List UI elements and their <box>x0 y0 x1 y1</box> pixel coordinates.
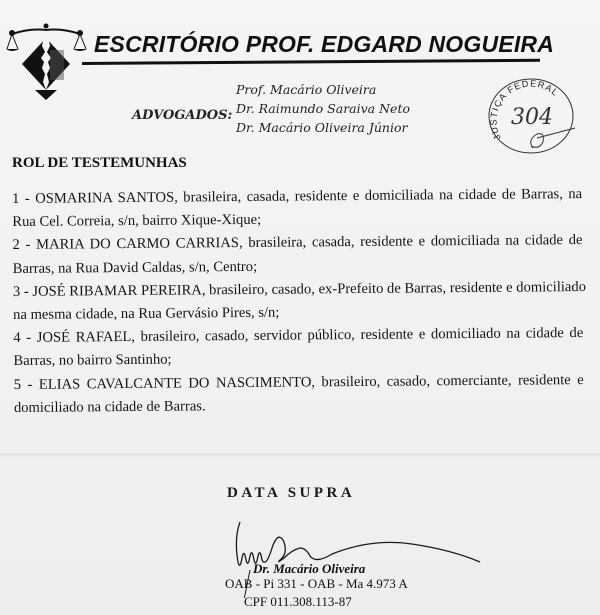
witness-line: 1 - OSMARINA SANTOS, brasileira, casada, residente e domiciliada na cidade de Barras, na <box>12 186 583 207</box>
witness-line: na mesma cidade, na Rua Gervásio Pires, s/n; <box>13 304 280 323</box>
witness-line: Barras, na Rua David Caldas, s/n, Centro; <box>12 258 258 277</box>
witness-line: Rua Cel. Correia, s/n, bairro Xique-Xique; <box>12 212 262 231</box>
lawyers-list <box>236 80 410 137</box>
witness-line: domiciliado na cidade de Barras. <box>13 398 206 416</box>
lawyer-name: Dr. Macário Oliveira Júnior <box>236 120 408 135</box>
signer-oab-registration: OAB - Pi 331 - OAB - Ma 4.973 A <box>225 576 408 591</box>
paper-fold-shadow <box>0 452 600 458</box>
scales-of-justice-logo-icon <box>6 22 90 104</box>
stamp-ring-text: JUSTIÇA FEDERAL <box>488 78 561 142</box>
witness-line: Barras, no bairro Santinho; <box>13 351 172 370</box>
witness-line: 4 - JOSÉ RAFAEL, brasileiro, casado, servidor público, residente e domiciliado na cidade de <box>13 325 584 347</box>
witness-line: 2 - MARIA DO CARMO CARRIAS, brasileira, casada, residente e domiciliada na cidade de <box>12 232 583 254</box>
lawyer-name: Dr. Raimundo Saraiva Neto <box>236 101 410 116</box>
advogados-label: ADVOGADOS: <box>132 108 233 123</box>
stamp-number: 304 <box>511 105 553 130</box>
lawyer-name: Prof. Macário Oliveira <box>236 82 377 97</box>
witness-line: 3 - JOSÉ RIBAMAR PEREIRA, brasileiro, casado, ex-Prefeito de Barras, residente e domiciliado <box>12 278 587 300</box>
justica-federal-stamp-icon <box>485 76 577 156</box>
document-title: ROL DE TESTEMUNHAS <box>12 155 187 171</box>
witness-list <box>12 183 587 420</box>
witness-line: 5 - ELIAS CAVALCANTE DO NASCIMENTO, brasileiro, casado, comerciante, residente e <box>13 371 584 393</box>
firm-name: ESCRITÓRIO PROF. EDGARD NOGUEIRA <box>94 31 555 57</box>
closing-data-supra: DATA SUPRA <box>227 485 356 501</box>
signer-cpf: CPF 011.308.113-87 <box>244 594 352 609</box>
signer-name: Dr. Macário Oliveira <box>253 561 366 576</box>
